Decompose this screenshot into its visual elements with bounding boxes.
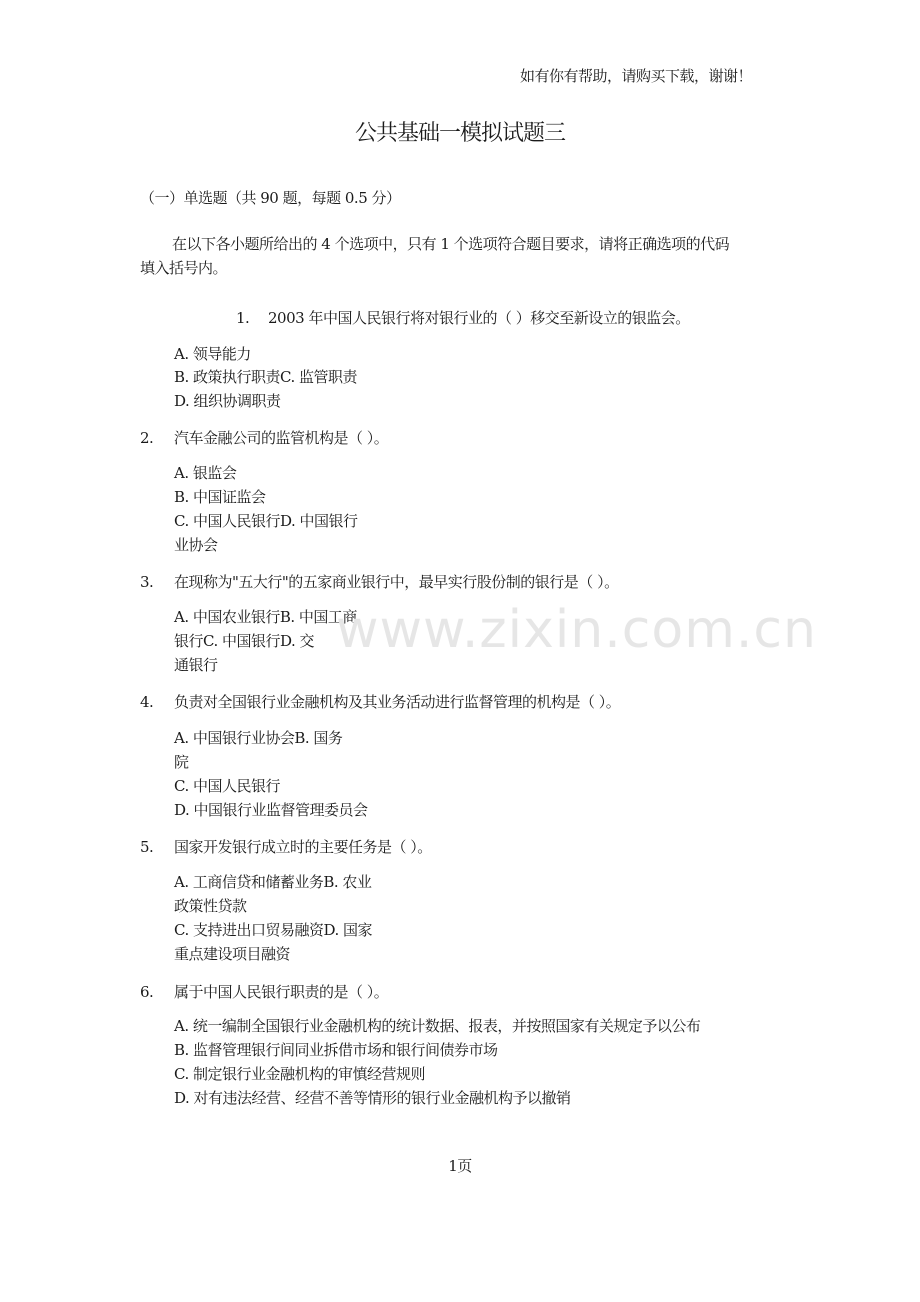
question-text: 2003 年中国人民银行将对银行业的（ ）移交至新设立的银监会。: [268, 309, 690, 327]
question-text: 负责对全国银行业金融机构及其业务活动进行监督管理的机构是（ ）。: [174, 693, 621, 711]
question-2-option-line: 业协会: [174, 536, 218, 554]
question-number: 4.: [140, 693, 154, 711]
page-title: 公共基础一模拟试题三: [354, 121, 565, 146]
question-2-stem: [140, 428, 388, 448]
question-3-stem: [140, 572, 619, 592]
question-5-option-line: A. 工商信贷和储蓄业务B. 农业: [174, 873, 372, 891]
section-heading: （一）单选题（共 90 题，每题 0.5 分）: [140, 189, 401, 207]
question-1-option-line: A. 领导能力: [174, 345, 251, 363]
question-4-option-line: C. 中国人民银行: [174, 777, 280, 795]
watermark: www.zixin.com.cn: [336, 600, 817, 660]
question-5-option-line: 政策性贷款: [174, 897, 247, 915]
instructions-line-2: 填入括号内。: [140, 259, 228, 277]
question-4-stem: [140, 692, 620, 712]
question-number: 1.: [236, 309, 250, 327]
question-3-option-line: 银行C. 中国银行D. 交: [174, 632, 315, 650]
page-number: 1页: [448, 1157, 472, 1175]
question-6-stem: [140, 982, 388, 1002]
question-6-option-line: A. 统一编制全国银行业金融机构的统计数据、报表，并按照国家有关规定予以公布: [174, 1017, 701, 1035]
question-6-option-line: C. 制定银行业金融机构的审慎经营规则: [174, 1065, 425, 1083]
question-text: 国家开发银行成立时的主要任务是（ ）。: [174, 838, 432, 856]
question-5-stem: [140, 837, 432, 857]
question-number: 6.: [140, 983, 154, 1001]
question-5-option-line: 重点建设项目融资: [174, 945, 291, 963]
question-1-stem: [236, 308, 690, 328]
question-text: 在现称为"五大行"的五家商业银行中，最早实行股份制的银行是（ ）。: [174, 573, 619, 591]
question-text: 汽车金融公司的监管机构是（ ）。: [174, 429, 389, 447]
question-2-option-line: A. 银监会: [174, 464, 237, 482]
instructions-line-1: 在以下各小题所给出的 4 个选项中，只有 1 个选项符合题目要求，请将正确选项的代码: [172, 235, 730, 253]
question-4-option-line: 院: [174, 753, 189, 771]
question-2-option-line: B. 中国证监会: [174, 488, 266, 506]
question-4-option-line: A. 中国银行业协会B. 国务: [174, 729, 343, 747]
question-3-option-line: 通银行: [174, 656, 218, 674]
question-6-option-line: B. 监督管理银行间同业拆借市场和银行间债券市场: [174, 1041, 498, 1059]
header-note: 如有你有帮助，请购买下载，谢谢！: [520, 67, 753, 85]
question-5-option-line: C. 支持进出口贸易融资D. 国家: [174, 921, 373, 939]
question-number: 2.: [140, 429, 154, 447]
question-number: 5.: [140, 838, 154, 856]
question-1-option-line: B. 政策执行职责C. 监管职责: [174, 368, 358, 386]
question-4-option-line: D. 中国银行业监督管理委员会: [174, 801, 368, 819]
question-number: 3.: [140, 573, 154, 591]
question-6-option-line: D. 对有违法经营、经营不善等情形的银行业金融机构予以撤销: [174, 1089, 571, 1107]
question-2-option-line: C. 中国人民银行D. 中国银行: [174, 512, 358, 530]
question-text: 属于中国人民银行职责的是（ ）。: [174, 983, 389, 1001]
question-3-option-line: A. 中国农业银行B. 中国工商: [174, 608, 357, 626]
question-1-option-line: D. 组织协调职责: [174, 392, 281, 410]
